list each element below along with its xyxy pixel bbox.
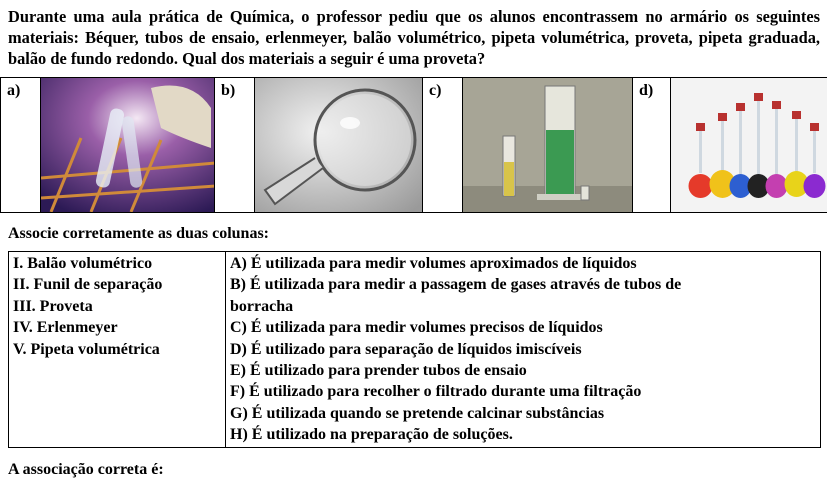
right-item: H) É utilizado na preparação de soluções. — [230, 424, 816, 445]
answer-prompt: A associação correta é: — [8, 461, 164, 479]
left-item: I. Balão volumétrico — [13, 253, 221, 274]
right-column — [226, 252, 821, 448]
right-item: E) É utilizado para prender tubos de ensaio — [230, 360, 816, 381]
option-a-label: a) — [1, 78, 41, 213]
right-item: B) É utilizada para medir a passagem de gases através de tubos de — [230, 274, 816, 295]
option-b-image[interactable] — [255, 78, 423, 213]
right-item: C) É utilizada para medir volumes precisos de líquidos — [230, 317, 816, 338]
right-item: G) É utilizada quando se pretende calcinar substâncias — [230, 403, 816, 424]
option-d-label: d) — [633, 78, 671, 213]
right-item: borracha — [230, 296, 816, 317]
left-item: III. Proveta — [13, 296, 221, 317]
option-a-image[interactable] — [41, 78, 215, 213]
left-item: V. Pipeta volumétrica — [13, 339, 221, 360]
left-item: IV. Erlenmeyer — [13, 317, 221, 338]
left-item: II. Funil de separação — [13, 274, 221, 295]
association-table — [8, 251, 821, 448]
left-column — [9, 252, 226, 448]
associate-instruction: Associe corretamente as duas colunas: — [8, 225, 269, 243]
option-c-image[interactable] — [463, 78, 633, 213]
right-item: D) É utilizado para separação de líquidos imiscíveis — [230, 339, 816, 360]
option-d-image[interactable] — [671, 78, 827, 213]
right-item: F) É utilizado para recolher o filtrado durante uma filtração — [230, 381, 816, 402]
right-item: A) É utilizada para medir volumes aproximados de líquidos — [230, 253, 816, 274]
option-c-label: c) — [423, 78, 463, 213]
option-b-label: b) — [215, 78, 255, 213]
question-text: Durante uma aula prática de Química, o professor pediu que os alunos encontrassem no armário os seguintes materiais: Béquer, tubos de ensaio, erlenmeyer, balão volumétrico, pipeta volumétrica, proveta, pipeta graduada, balão de fundo redondo. Qual dos materiais a seguir é uma proveta? — [8, 6, 820, 69]
options-image-table — [0, 77, 827, 213]
